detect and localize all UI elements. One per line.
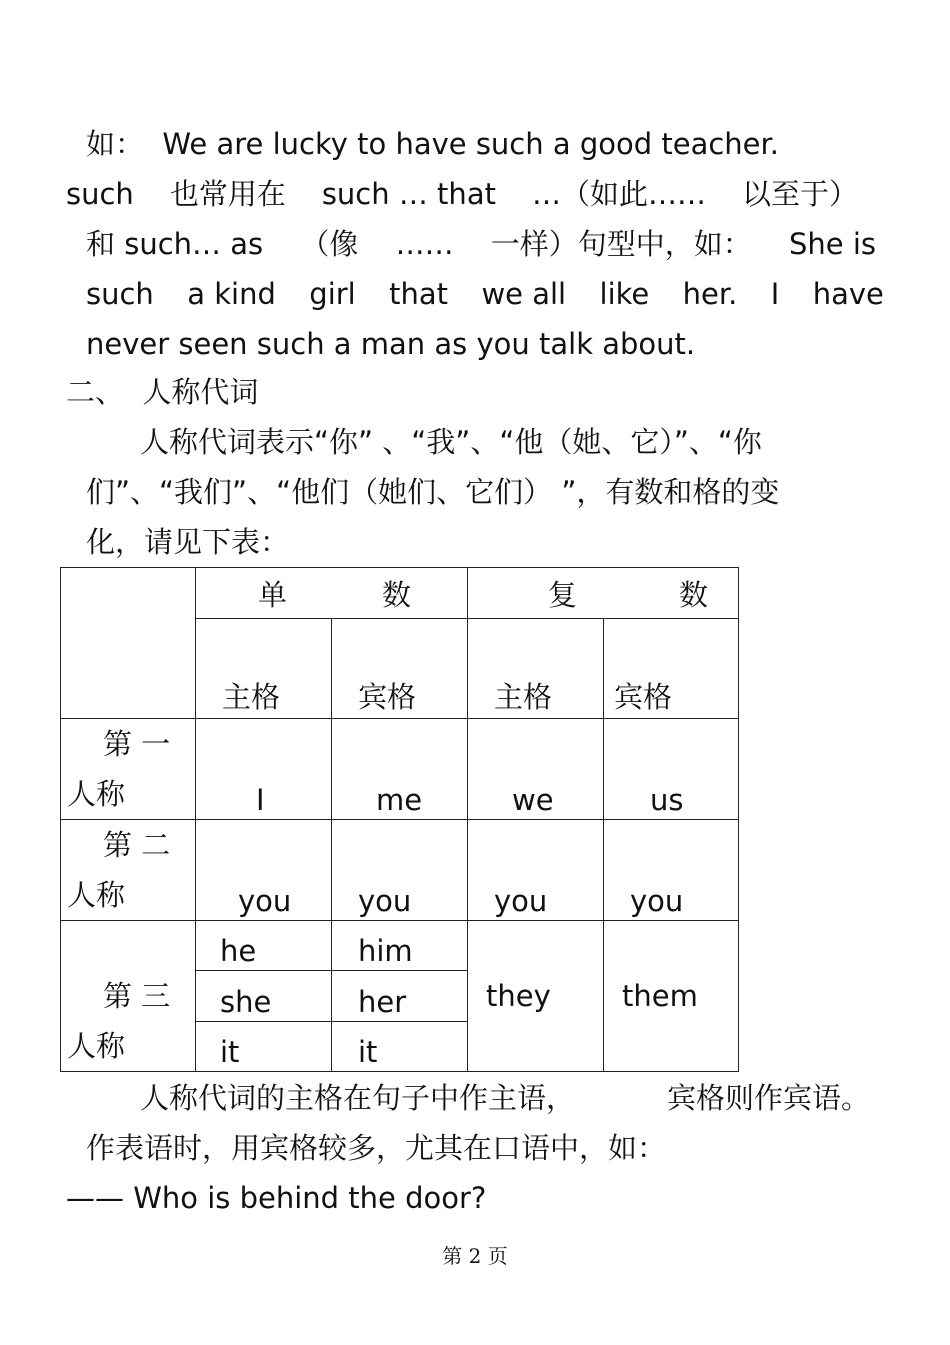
row-label-top: 第 三 bbox=[103, 979, 171, 1013]
row-label-top: 第 一 bbox=[103, 727, 171, 761]
text-segment: 宾格则作宾语。 bbox=[666, 1081, 870, 1115]
table-cell bbox=[468, 820, 604, 921]
table-cell bbox=[332, 1022, 468, 1072]
table-cell bbox=[332, 971, 468, 1022]
dialogue-line: —— Who is behind the door? bbox=[66, 1181, 487, 1215]
row-label bbox=[61, 921, 196, 1072]
intro-line-3: 化，请见下表： bbox=[86, 525, 290, 559]
row-label bbox=[61, 719, 196, 820]
cell-text: 主格 bbox=[222, 680, 281, 714]
text-segment: I bbox=[770, 277, 780, 311]
table-cell bbox=[196, 1022, 332, 1072]
text-segment: （像 bbox=[300, 227, 359, 261]
row-label-bottom: 人称 bbox=[67, 878, 126, 912]
text-segment: 以至于） bbox=[741, 177, 858, 211]
cell-text: they bbox=[486, 979, 551, 1013]
header-char: 数 bbox=[678, 577, 708, 612]
para2-line-2: 作表语时，用宾格较多，尤其在口语中，如： bbox=[86, 1131, 667, 1165]
text-segment: we all bbox=[481, 277, 567, 311]
text-segment: like bbox=[599, 277, 650, 311]
text-segment: her. bbox=[682, 277, 738, 311]
subheader-subjective bbox=[468, 619, 604, 719]
header-char: 单 bbox=[258, 577, 288, 612]
cell-text: him bbox=[358, 934, 413, 968]
cell-text: you bbox=[358, 884, 412, 918]
table-row bbox=[61, 921, 739, 971]
cell-text: 宾格 bbox=[614, 680, 673, 714]
table-cell bbox=[196, 971, 332, 1022]
table-row bbox=[61, 719, 739, 820]
row-label-bottom: 人称 bbox=[67, 777, 126, 811]
text-segment: 人称代词的主格在句子中作主语， bbox=[140, 1081, 576, 1115]
text-segment: 也常用在 bbox=[169, 177, 286, 211]
cell-text: her bbox=[358, 985, 407, 1019]
text-segment: She is bbox=[788, 227, 876, 261]
cell-text: it bbox=[358, 1035, 378, 1069]
text-segment: 一样）句型中，如： bbox=[490, 227, 752, 261]
row-label bbox=[61, 820, 196, 921]
row-label-bottom: 人称 bbox=[67, 1029, 126, 1063]
text-segment: that bbox=[389, 277, 449, 311]
cell-text: you bbox=[238, 884, 292, 918]
header-char: 复 bbox=[548, 577, 578, 612]
text-segment: …（如此…… bbox=[531, 177, 706, 211]
header-char: 数 bbox=[381, 577, 411, 612]
cell-text: I bbox=[256, 783, 265, 817]
cell-text: 宾格 bbox=[358, 680, 417, 714]
cell-text: you bbox=[630, 884, 684, 918]
table-cell bbox=[332, 921, 468, 971]
row-label-top: 第 二 bbox=[103, 828, 171, 862]
cell-text: me bbox=[376, 783, 423, 817]
table-cell bbox=[604, 820, 739, 921]
para-line-2 bbox=[66, 176, 858, 212]
table-cell bbox=[604, 921, 739, 1072]
page-number: 第 2 页 bbox=[442, 1244, 508, 1268]
text-segment: 和 such… as bbox=[86, 227, 264, 261]
text-segment: such bbox=[66, 177, 134, 211]
header-plural bbox=[468, 568, 739, 619]
para-line-5: never seen such a man as you talk about. bbox=[86, 327, 696, 361]
table-cell bbox=[196, 719, 332, 820]
para2-line-1 bbox=[140, 1080, 870, 1116]
intro-line-1: 人称代词表示“你” 、“我”、“他（她、它）”、“你 bbox=[140, 425, 762, 459]
text-segment: have bbox=[812, 277, 884, 311]
para-line-3 bbox=[86, 226, 876, 262]
cell-text: 主格 bbox=[494, 680, 553, 714]
cell-text: he bbox=[220, 934, 257, 968]
example-line-1: 如： We are lucky to have such a good teacher. bbox=[86, 127, 779, 161]
table-cell bbox=[332, 820, 468, 921]
text-segment: girl bbox=[309, 277, 356, 311]
intro-line-2: 们”、“我们”、“他们（她们、它们） ”，有数和格的变 bbox=[86, 475, 780, 509]
text-segment: such … that bbox=[321, 177, 496, 211]
table-cell bbox=[196, 820, 332, 921]
header-single bbox=[196, 568, 468, 619]
table-cell bbox=[468, 719, 604, 820]
text-segment: such bbox=[86, 277, 154, 311]
para-line-4 bbox=[86, 276, 884, 312]
table-corner-cell bbox=[61, 568, 196, 719]
cell-text: she bbox=[220, 985, 272, 1019]
table-cell bbox=[196, 921, 332, 971]
table-cell bbox=[468, 921, 604, 1072]
subheader-objective bbox=[604, 619, 739, 719]
section-heading: 二、 人称代词 bbox=[66, 375, 259, 409]
table-cell bbox=[604, 719, 739, 820]
subheader-subjective bbox=[196, 619, 332, 719]
cell-text: them bbox=[622, 979, 698, 1013]
table-row bbox=[61, 820, 739, 921]
cell-text: us bbox=[650, 783, 684, 817]
text-segment: …… bbox=[395, 227, 454, 261]
subheader-objective bbox=[332, 619, 468, 719]
pronoun-table bbox=[60, 567, 739, 1072]
table-cell bbox=[332, 719, 468, 820]
text-segment: a kind bbox=[187, 277, 276, 311]
cell-text: you bbox=[494, 884, 548, 918]
cell-text: it bbox=[220, 1035, 240, 1069]
cell-text: we bbox=[512, 783, 554, 817]
